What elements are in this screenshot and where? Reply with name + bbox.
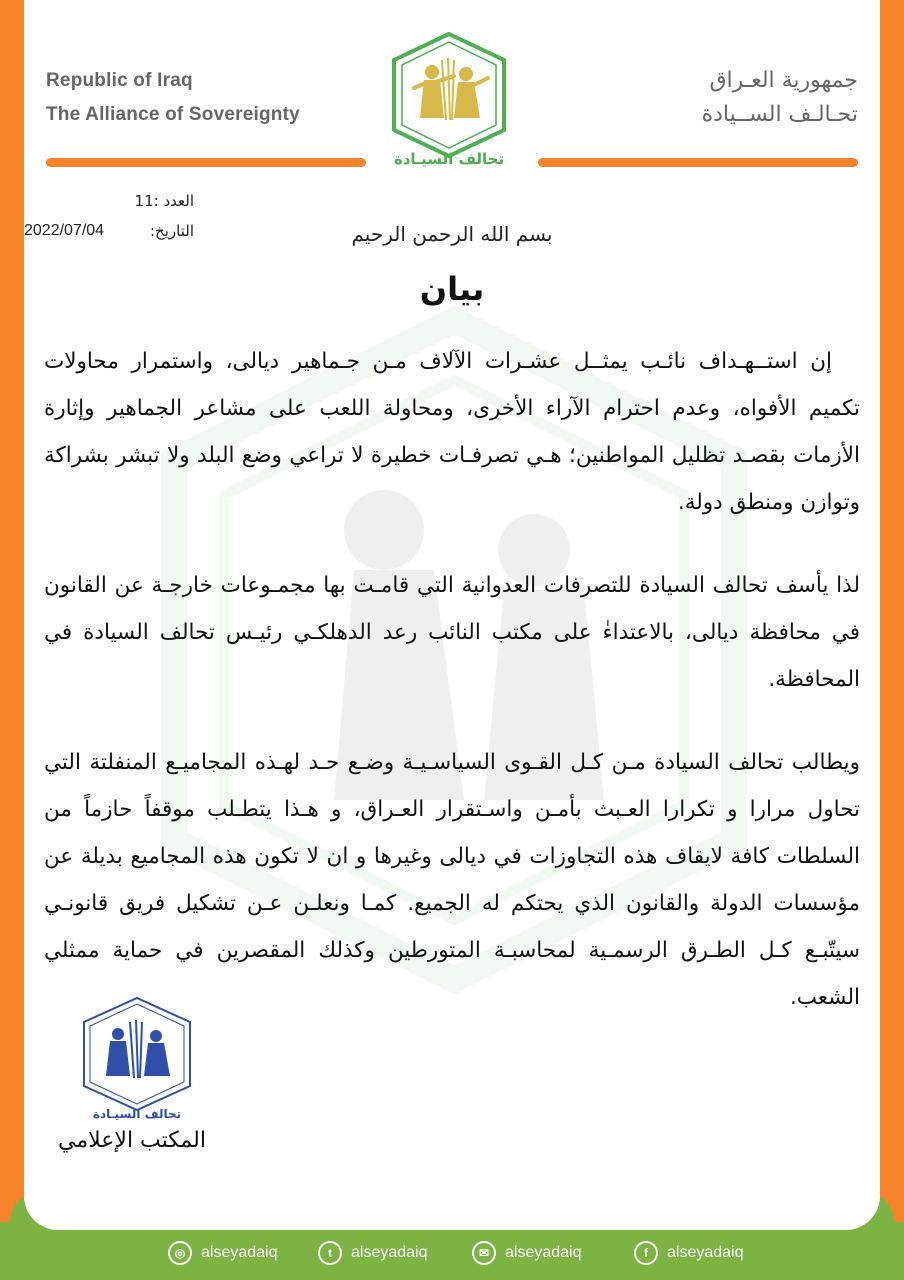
paragraph: إن استــهـداف نائـب يمثــل عشـرات الآلاف مـن جـماهير ديالى، واستمرار محاولات تكميم الأفواه، وعدم احترام الآراء الأخرى، ومحاولة اللعب على مشاعر الجماهير وإثارة الأزمات بقصـد تظليل المواطنين؛ هـي تصرفـات خطيرة لا تراعي وضع البلد ولا تبشر بشراكة وتوازن ومنطق دولة. <box>44 349 860 515</box>
email-icon: ✉ <box>472 1241 496 1265</box>
logo-emblem-icon <box>394 34 504 156</box>
statement-body <box>44 338 860 1057</box>
social-email[interactable] <box>472 1238 582 1268</box>
social-handle: alseyadaiq <box>667 1244 744 1261</box>
signature-logo <box>72 994 202 1122</box>
twitter-icon: t <box>318 1241 342 1265</box>
header-party-en: The Alliance of Sovereignty <box>46 104 300 125</box>
header-country-ar: جمهورية العـراق <box>709 68 858 93</box>
party-logo <box>384 30 514 170</box>
signature-text: المكتب الإعلامي <box>58 1128 206 1153</box>
letter-date-label: التاريخ: <box>150 222 194 240</box>
statement-title: بيان <box>419 270 485 308</box>
basmala: بسم الله الرحمن الرحيم <box>351 222 553 246</box>
letter-number-value: 11 <box>134 192 154 210</box>
letter-number-row <box>24 186 194 216</box>
dribbble-icon: ◎ <box>168 1241 192 1265</box>
header-english <box>46 64 300 132</box>
social-dribbble[interactable] <box>168 1238 278 1268</box>
letter-number-label: العدد : <box>153 192 194 210</box>
social-handle: alseyadaiq <box>201 1244 278 1261</box>
social-handle: alseyadaiq <box>351 1244 428 1261</box>
header-country-en: Republic of Iraq <box>46 70 193 91</box>
letter-date-value: 2022/07/04 <box>24 222 105 239</box>
header-arabic <box>702 64 858 132</box>
header-rule-right <box>538 158 858 167</box>
header-party-ar: تحـالـف الســيادة <box>701 102 858 127</box>
facebook-icon: f <box>634 1241 658 1265</box>
letter-sheet <box>24 0 880 1230</box>
paragraph: ويطالب تحالف السيادة مـن كـل القـوى السياسـيـة وضـع حـد لهـذه المجاميـع المنفلتة التي تحاول مرارا و تكرارا العـبث بأمـن واسـتقرار العـراق، و هـذا يتطـلب موقفاً حازماً من السلطات كافة لايقاف هذه التجاوزات في ديالى وغيرها و ان لا تكون هذه المجاميع بديلة عن مؤسسات الدولة والقانون الذي يحتكم له الجميع. كمـا ونعلـن عـن تشكيل فريق قانونـي سيتّبـع كـل الطـرق الرسمـية لمحاسبـة المتورطين وكذلك المقصرين في حماية ممثلي الشعب. <box>44 750 860 1010</box>
social-twitter[interactable] <box>318 1238 428 1268</box>
header-rule-left <box>46 158 366 167</box>
social-handle: alseyadaiq <box>505 1244 582 1261</box>
signature-logo-caption: تحالف السيـادة <box>92 1107 182 1121</box>
logo-caption: تحالف السيـادة <box>393 150 505 168</box>
paragraph: لذا يأسف تحالف السيادة للتصرفات العدوانية التي قامـت بها مجمـوعات خارجـة عن القانون في محافظة ديالى، بالاعتداءٰ على مكتب النائب رعد الدهلكـي رئيـس تحالف السيادة في المحافظة. <box>44 573 860 692</box>
footer-bar <box>0 1222 904 1280</box>
logo-emblem-icon <box>84 998 190 1110</box>
social-facebook[interactable] <box>634 1238 744 1268</box>
